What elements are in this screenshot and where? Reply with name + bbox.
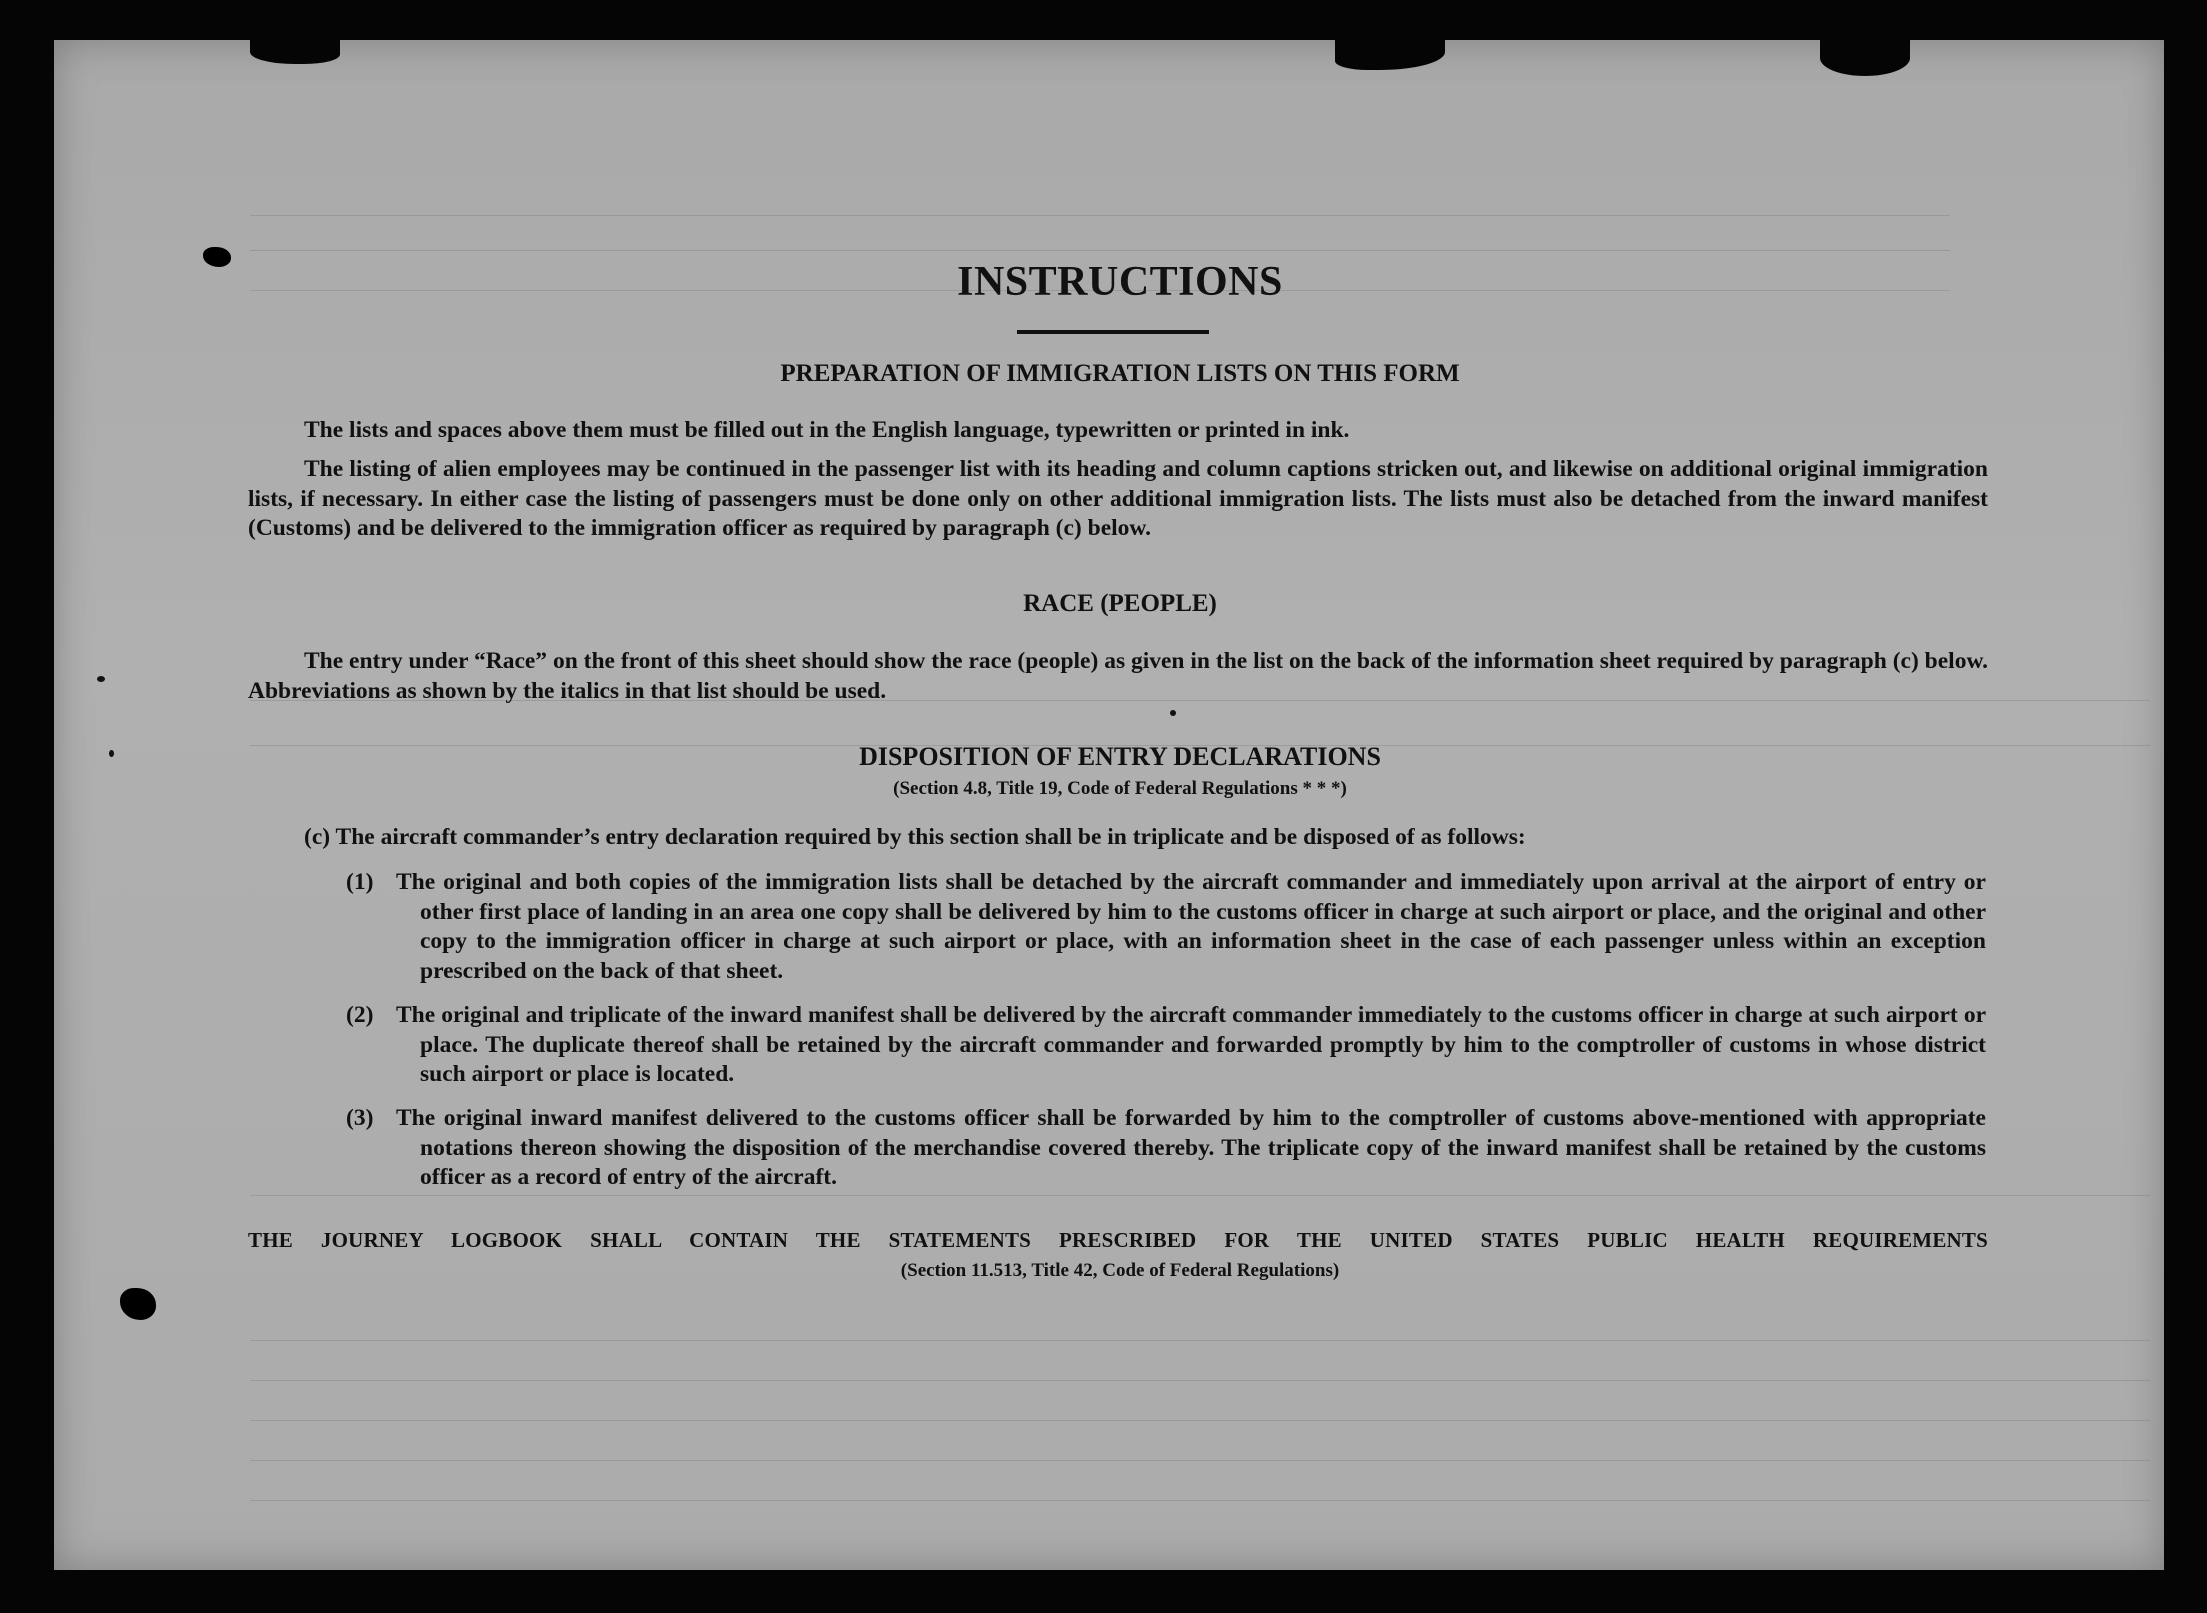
item-text: The original and triplicate of the inward manifest shall be delivered by the aircraft commander immediately to the customs officer in charge at such airport or place. The duplicate thereof shall be retained by the aircraft commander and forwarded promptly by him to the comptroller of customs in whose district such airport or place is located. bbox=[396, 1002, 1986, 1087]
title-underline bbox=[1017, 330, 1209, 334]
section-heading-race: RACE (PEOPLE) bbox=[1023, 590, 1217, 617]
ink-speck bbox=[109, 750, 114, 757]
item-text: The original inward manifest delivered to the customs officer shall be forwarded by him to the comptroller of customs above-mentioned with appropriate notations thereon showing the disposition of the merchandise covered thereby. The triplicate copy of the inward manifest shall be retained by the customs officer as a record of entry of the aircraft. bbox=[396, 1105, 1986, 1190]
page-title: INSTRUCTIONS bbox=[957, 259, 1283, 305]
list-item bbox=[346, 1001, 1986, 1090]
list-item bbox=[346, 868, 1986, 986]
paragraph: The listing of alien employees may be continued in the passenger list with its heading and column captions stricken out, and likewise on additional original immigration lists, if necessary. In either case the listing of passengers must be done only on other additional immigration lists. The lists must also be detached from the inward manifest (Customs) and be delivered to the immigration officer as required by paragraph (c) below. bbox=[248, 456, 1988, 541]
footer-citation: (Section 11.513, Title 42, Code of Federal Regulations) bbox=[900, 1260, 1340, 1281]
item-number: (3) bbox=[346, 1105, 374, 1131]
paragraph: The lists and spaces above them must be filled out in the English language, typewritten or printed in ink. bbox=[304, 417, 1350, 443]
section-citation: (Section 4.8, Title 19, Code of Federal Regulations * * *) bbox=[893, 778, 1347, 799]
ink-speck bbox=[97, 676, 105, 682]
disposition-intro: (c) The aircraft commander’s entry declaration required by this section shall be in triplicate and be disposed of as follows: bbox=[304, 824, 1526, 850]
ink-speck bbox=[1170, 710, 1176, 716]
item-number: (1) bbox=[346, 869, 374, 895]
list-item bbox=[346, 1104, 1986, 1193]
item-number: (2) bbox=[346, 1002, 374, 1028]
section-heading-preparation: PREPARATION OF IMMIGRATION LISTS ON THIS FORM bbox=[780, 360, 1460, 387]
footer-statement: THE JOURNEY LOGBOOK SHALL CONTAIN THE STATEMENTS PRESCRIBED FOR THE UNITED STATES PUBLIC HEALTH REQUIREMENTS bbox=[248, 1228, 1988, 1252]
paragraph: The entry under “Race” on the front of this sheet should show the race (people) as given in the list on the back of the information sheet required by paragraph (c) below. Abbreviations as shown by the italics in that list should be used. bbox=[248, 648, 1988, 704]
item-text: The original and both copies of the immigration lists shall be detached by the aircraft commander and immediately upon arrival at the airport of entry or other first place of landing in an area one copy shall be delivered by him to the customs officer in charge at such airport or place, and the original and other copy to the immigration officer in charge at such airport or place, with an information sheet in the case of each passenger unless within an exception prescribed on the back of that sheet. bbox=[396, 869, 1986, 984]
section-heading-disposition: DISPOSITION OF ENTRY DECLARATIONS bbox=[859, 742, 1381, 771]
